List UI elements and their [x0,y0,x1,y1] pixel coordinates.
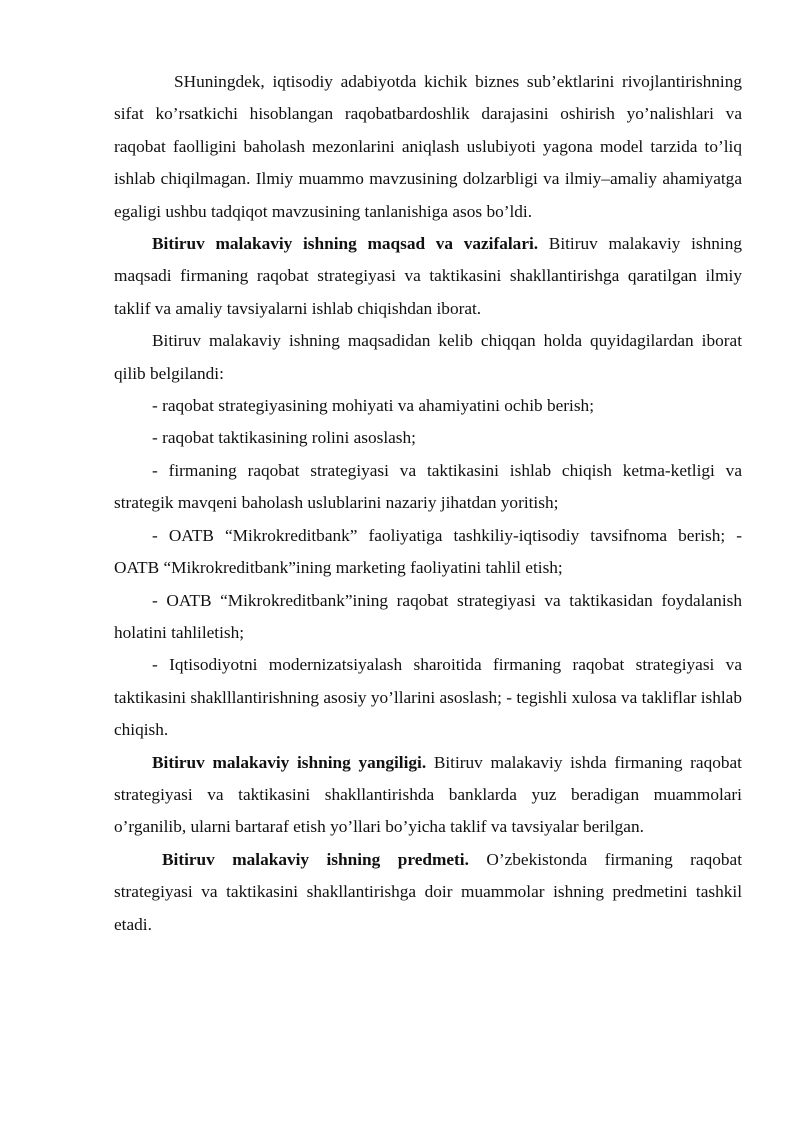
subject-body: O’zbekistonda firmaning raqobat strategiyasi va taktikasini shakllantirishga doir muammolar ishning predmetini tashkil etadi. [114,849,742,934]
novelty-body: Bitiruv malakaviy ishda firmaning raqobat strategiyasi va taktikasini shakllantirishda banklarda yuz beradigan muammolari o’rganilib, ularni bartaraf etish yo’llari bo’yicha taklif va tavsiyalar berilgan. [114,752,742,837]
task-item-6: - Iqtisodiyotni modernizatsiyalash sharoitida firmaning raqobat strategiyasi va taktikasini shaklllantirishning asosiy yo’llarini asoslash; - tegishli xulosa va takliflar ishlab chiqish. [114,655,742,740]
subject-paragraph [114,844,742,941]
tasks-intro-paragraph: Bitiruv malakaviy ishning maqsadidan kelib chiqqan holda quyidagilardan iborat qilib belgilandi: [114,331,742,383]
novelty-paragraph [114,747,742,844]
task-item-2: - raqobat taktikasining rolini asoslash; [152,428,416,448]
task-item-3: - firmaning raqobat strategiyasi va taktikasini ishlab chiqish ketma-ketligi va strategik mavqeni baholash uslublarini nazariy jihatdan yoritish; [114,460,742,513]
document-page [114,66,742,941]
goals-paragraph [114,228,742,325]
task-item-5: - OATB “Mikrokreditbank”ining raqobat strategiyasi va taktikasidan foydalanish holatini tahliletish; [114,590,742,642]
subject-heading: Bitiruv malakaviy ishning predmeti. [162,849,469,869]
goals-heading: Bitiruv malakaviy ishning maqsad va vazifalari. [152,234,539,254]
goals-body: Bitiruv malakaviy ishning maqsadi firmaning raqobat strategiyasi va taktikasini shakllantirishga qaratilgan ilmiy taklif va amaliy tavsiyalarni ishlab chiqishdan iborat. [114,234,743,318]
novelty-heading: Bitiruv malakaviy ishning yangiligi. [152,752,427,772]
intro-paragraph: SHuningdek, iqtisodiy adabiyotda kichik biznes sub’ektlarini rivojlantirishning sifat ko’rsatkichi hisoblangan raqobatbardoshlik darajasini oshirish yo’nalishlari va raqobat faolligini baholash mezonlarini aniqlash uslubiyoti yagona model tarzida to’liq ishlab chiqilmagan. Ilmiy muammo mavzusining dolzarbligi va ilmiy–amaliy ahamiyatga egaligi ushbu tadqiqot mavzusining tanlanishiga asos bo’ldi. [114,72,742,221]
task-item-4: - OATB “Mikrokreditbank” faoliyatiga tashkiliy-iqtisodiy tavsifnoma berish; - OATB “Mikrokreditbank”ining marketing faoliyatini tahlil etish; [114,525,742,578]
task-item-1: - raqobat strategiyasining mohiyati va ahamiyatini ochib berish; [152,396,594,416]
